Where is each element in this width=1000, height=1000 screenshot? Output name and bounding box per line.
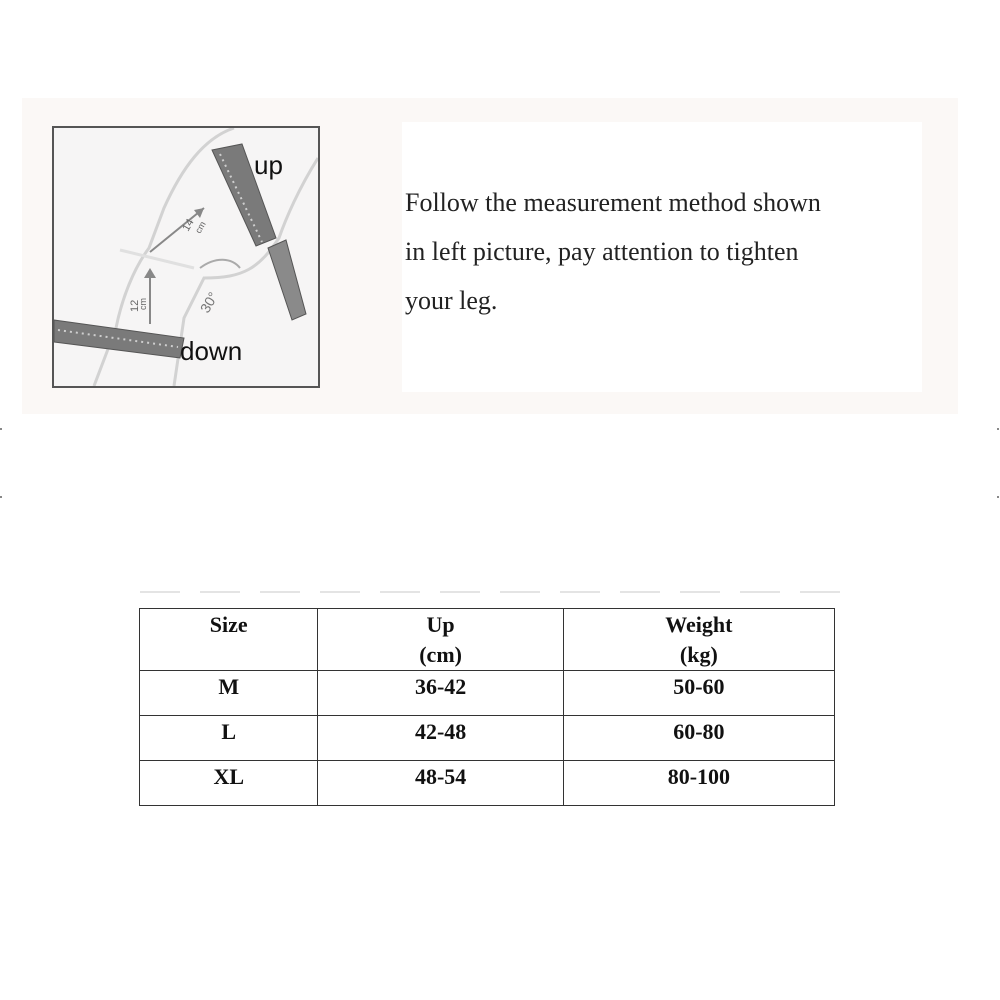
header-size-label: Size (209, 612, 248, 637)
cell-up: 42-48 (318, 716, 563, 761)
header-weight (563, 609, 834, 671)
edge-dot (0, 496, 2, 498)
knee-crease (120, 250, 194, 268)
label-up: up (254, 150, 283, 180)
cell-up: 36-42 (318, 671, 563, 716)
measure-down-value: 12 (129, 299, 141, 312)
table-row (140, 716, 835, 761)
instruction-line-1: Follow the measurement method shown (405, 188, 821, 217)
cell-size: XL (140, 761, 318, 806)
header-up-unit: (cm) (419, 642, 462, 667)
arrow-up-head (194, 208, 204, 218)
measure-down-unit: cm (138, 298, 148, 310)
edge-dot (997, 496, 999, 498)
measure-up-unit: cm (193, 219, 208, 235)
header-weight-label: Weight (665, 612, 733, 637)
cell-size: L (140, 716, 318, 761)
arrow-down-head (144, 268, 156, 278)
table-header-row (140, 609, 835, 671)
header-size (140, 609, 318, 671)
tape-upper-tail (268, 240, 306, 320)
angle-label: 30° (196, 289, 222, 316)
header-up-label: Up (426, 612, 455, 637)
cell-size: M (140, 671, 318, 716)
instruction-line-3: your leg. (405, 286, 498, 315)
table-row (140, 761, 835, 806)
cell-weight: 50-60 (563, 671, 834, 716)
size-chart-table (139, 608, 835, 806)
label-down: down (180, 336, 243, 366)
divider-line (140, 591, 840, 593)
instruction-text (405, 178, 935, 325)
edge-dot (0, 428, 2, 430)
angle-arc (200, 260, 240, 268)
edge-dot (997, 428, 999, 430)
cell-weight: 80-100 (563, 761, 834, 806)
cell-weight: 60-80 (563, 716, 834, 761)
cell-up: 48-54 (318, 761, 563, 806)
header-weight-unit: (kg) (679, 642, 718, 667)
measure-up-value: 14 (180, 216, 197, 234)
header-up (318, 609, 563, 671)
table-row (140, 671, 835, 716)
instruction-line-2: in left picture, pay attention to tighten (405, 237, 799, 266)
